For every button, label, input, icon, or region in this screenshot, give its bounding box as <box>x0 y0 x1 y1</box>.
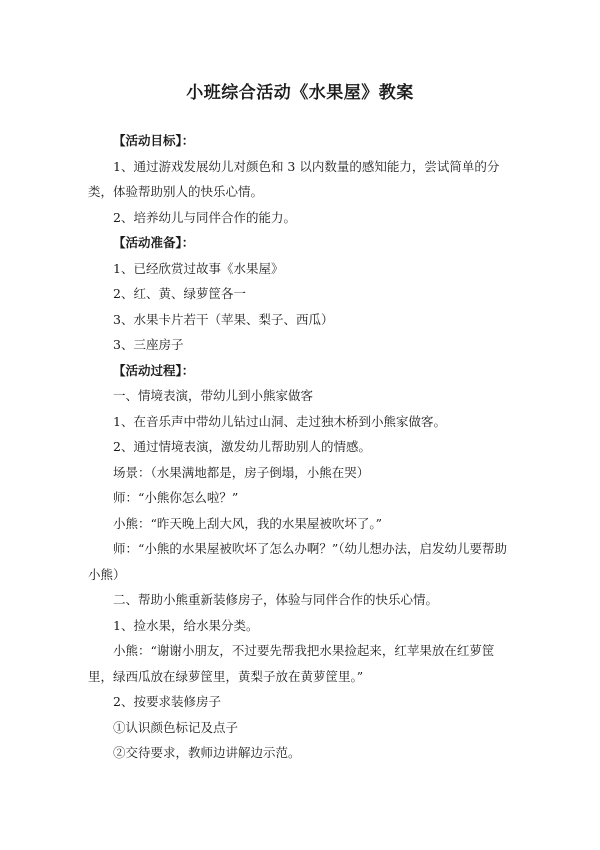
paragraph: 2、按要求装修房子 <box>113 694 221 709</box>
paragraph: 2、红、黄、绿萝筐各一 <box>113 286 246 301</box>
paragraph: 小熊：“昨天晚上刮大风，我的水果屋被吹坏了。” <box>113 515 383 531</box>
document-title: 小班综合活动《水果屋》教案 <box>186 83 414 103</box>
paragraph: 2、通过情境表演，激发幼儿帮助别人的情感。 <box>113 439 371 454</box>
paragraph: 师：“小熊的水果屋被吹坏了怎么办啊？”（幼儿想办法，启发幼儿要帮助小熊） <box>88 541 508 582</box>
section-heading-goals: 【活动目标】： <box>113 133 195 148</box>
paragraph: 3、三座房子 <box>113 337 184 352</box>
paragraph: 1、已经欣赏过故事《水果屋》 <box>113 260 284 276</box>
paragraph: 1、通过游戏发展幼儿对颜色和 3 以内数量的感知能力，尝试简单的分类，体验帮助别人的快乐心情。 <box>88 158 500 199</box>
paragraph: 2、培养幼儿与同伴合作的能力。 <box>113 209 296 225</box>
paragraph: 一、情境表演，带幼儿到小熊家做客 <box>113 388 314 403</box>
paragraph: 二、帮助小熊重新装修房子，体验与同伴合作的快乐心情。 <box>113 592 439 607</box>
paragraph: 1、在音乐声中带幼儿钻过山洞、走过独木桥到小熊家做客。 <box>113 413 446 429</box>
document-body <box>88 128 518 766</box>
paragraph: ②交待要求，教师边讲解边示范。 <box>113 745 301 760</box>
paragraph: 小熊：“谢谢小朋友，不过要先帮我把水果捡起来，红苹果放在红萝筐里，绿西瓜放在绿萝筐里，黄梨子放在黄萝筐里。” <box>88 643 495 684</box>
paragraph: ①认识颜色标记及点子 <box>113 719 239 735</box>
paragraph: 1、捡水果，给水果分类。 <box>113 617 259 633</box>
paragraph: 3、水果卡片若干（苹果、梨子、西瓜） <box>113 311 334 327</box>
section-heading-preparation: 【活动准备】： <box>113 235 195 250</box>
section-heading-process: 【活动过程】： <box>113 362 195 378</box>
paragraph: 场景：（水果满地都是，房子倒塌，小熊在哭） <box>113 464 370 480</box>
paragraph: 师：“小熊你怎么啦？” <box>113 490 239 505</box>
